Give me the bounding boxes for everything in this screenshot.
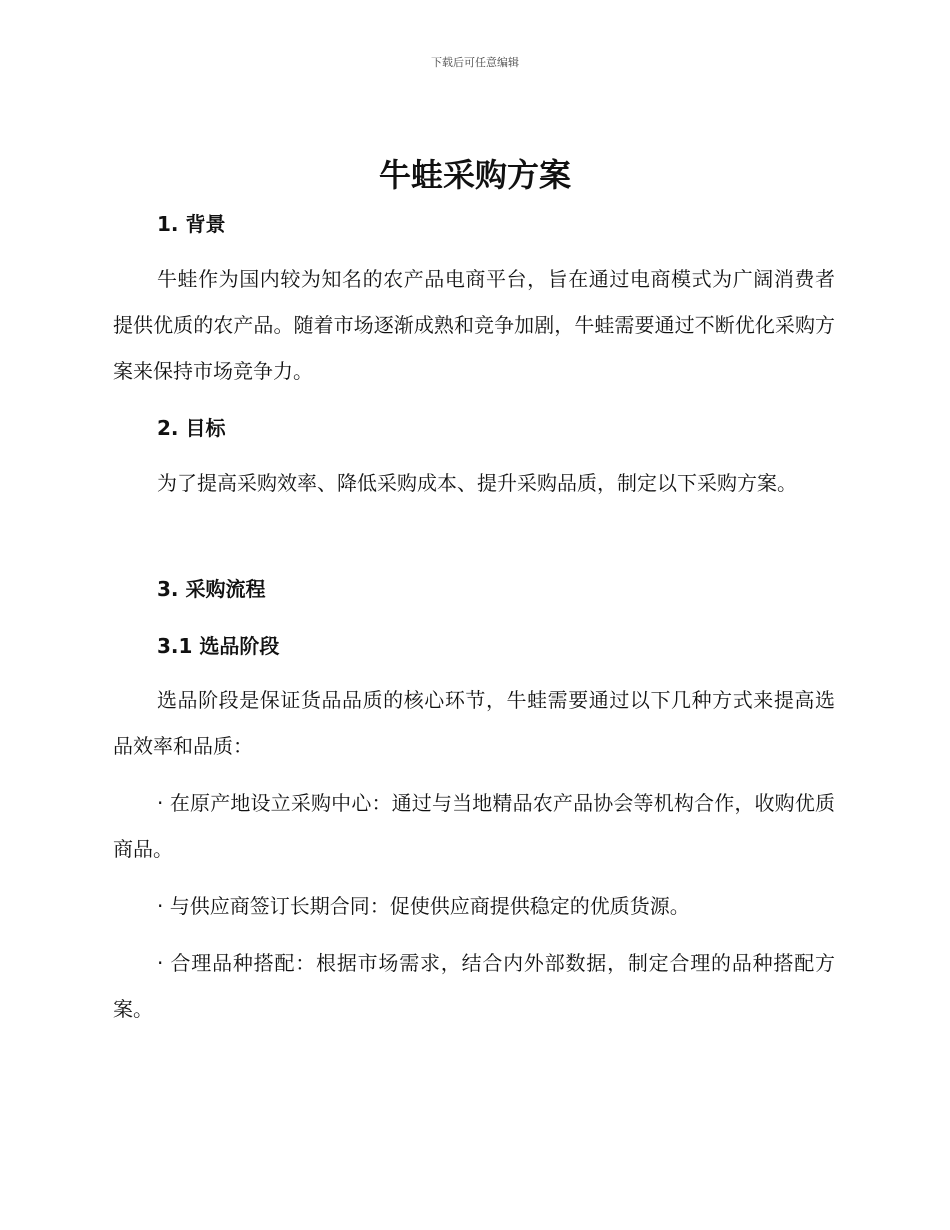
section-heading-procurement-process: 3. 采购流程 bbox=[157, 577, 266, 601]
goal-paragraph: 为了提高采购效率、降低采购成本、提升采购品质，制定以下采购方案。 bbox=[157, 471, 797, 495]
page-header-note: 下载后可任意编辑 bbox=[431, 56, 519, 69]
section-heading-goal: 2. 目标 bbox=[157, 416, 226, 440]
subsection-heading-product-selection: 3.1 选品阶段 bbox=[157, 634, 280, 658]
section-heading-background: 1. 背景 bbox=[157, 212, 226, 236]
background-paragraph: 牛蛙作为国内较为知名的农产品电商平台，旨在通过电商模式为广阔消费者提供优质的农产品。随着市场逐渐成熟和竞争加剧，牛蛙需要通过不断优化采购方案来保持市场竞争力。 bbox=[113, 267, 835, 383]
document-title: 牛蛙采购方案 bbox=[378, 156, 571, 194]
bullet-long-term-contract: · 与供应商签订长期合同：促使供应商提供稳定的优质货源。 bbox=[157, 894, 690, 918]
bullet-variety-matching: · 合理品种搭配：根据市场需求，结合内外部数据，制定合理的品种搭配方案。 bbox=[113, 951, 835, 1021]
bullet-origin-procurement-center: · 在原产地设立采购中心：通过与当地精品农产品协会等机构合作，收购优质商品。 bbox=[113, 791, 835, 861]
selection-paragraph: 选品阶段是保证货品品质的核心环节，牛蛙需要通过以下几种方式来提高选品效率和品质： bbox=[113, 688, 835, 758]
